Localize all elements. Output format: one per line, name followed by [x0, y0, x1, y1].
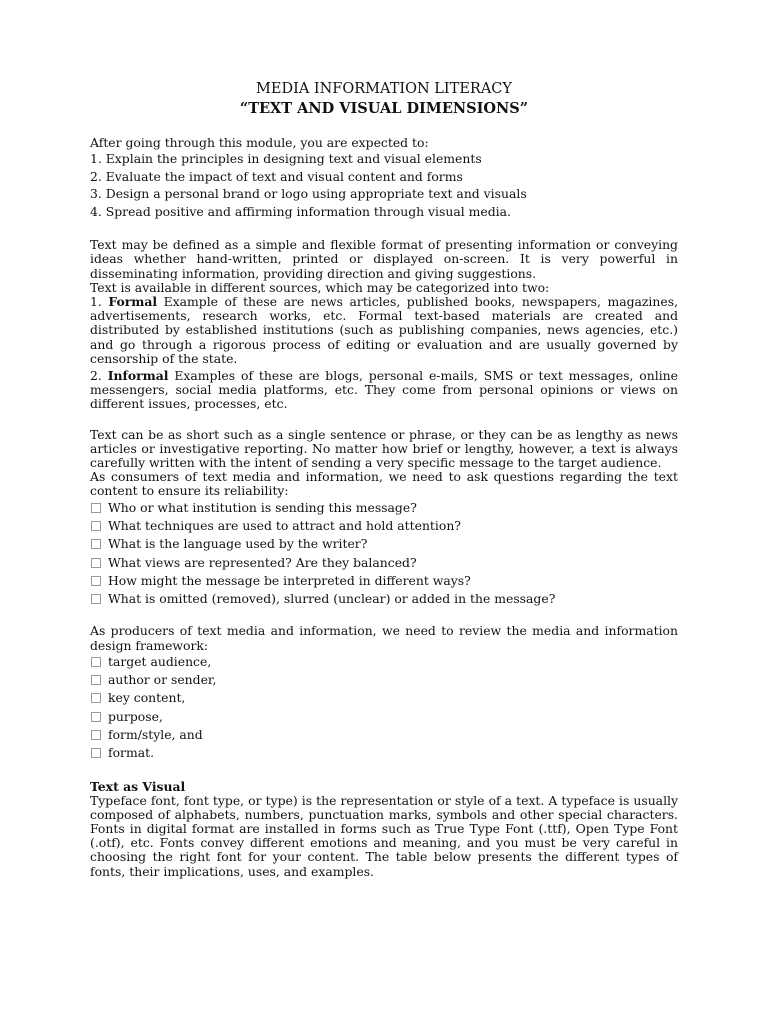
- definition-paragraph: Text may be defined as a simple and flexible format of presenting information or conveying ideas whether hand-written, printed or displayed on-screen. It is very powerful in disseminating information, providing direction and giving suggestions.: [90, 237, 678, 281]
- checkbox-icon: [91, 594, 101, 604]
- question-text: Who or what institution is sending this message?: [108, 499, 417, 515]
- page-subtitle: “TEXT AND VISUAL DIMENSIONS”: [239, 100, 529, 117]
- checkbox-icon: [91, 748, 101, 758]
- text-as-visual-section: [90, 779, 678, 879]
- objectives-section: [90, 136, 678, 220]
- checkbox-icon: [91, 503, 101, 513]
- objective-item: 4. Spread positive and affirming information through visual media.: [90, 203, 511, 219]
- checkbox-icon: [91, 539, 101, 549]
- objective-item: 2. Evaluate the impact of text and visual content and forms: [90, 168, 463, 184]
- question-item: [90, 590, 678, 608]
- informal-label: Informal: [107, 368, 169, 384]
- producers-paragraph: As producers of text media and information, we need to review the media and information design framework:: [90, 623, 678, 653]
- framework-item: [90, 744, 678, 762]
- framework-text: author or sender,: [108, 672, 217, 688]
- question-item: [90, 517, 678, 535]
- question-item: [90, 554, 678, 572]
- page-title: MEDIA INFORMATION LITERACY: [256, 81, 512, 97]
- framework-text: key content,: [108, 690, 186, 706]
- framework-text: format.: [108, 745, 155, 761]
- question-text: What is the language used by the writer?: [108, 536, 368, 552]
- formal-label: Formal: [108, 294, 158, 310]
- informal-paragraph: [90, 369, 678, 412]
- checkbox-icon: [91, 657, 101, 667]
- informal-text: Examples of these are blogs, personal e-mails, SMS or text messages, online messengers, social media platforms, etc. They come from personal opinions or views on different issues, processes, etc.: [90, 368, 678, 412]
- checkbox-icon: [91, 576, 101, 586]
- sources-paragraph: Text is available in different sources, which may be categorized into two:: [90, 279, 550, 295]
- checkbox-icon: [91, 693, 101, 703]
- question-text: What views are represented? Are they balanced?: [108, 554, 417, 570]
- framework-text: form/style, and: [108, 727, 203, 743]
- checkbox-icon: [91, 675, 101, 685]
- objectives-intro: After going through this module, you are expected to:: [90, 135, 429, 150]
- text-length-paragraph: Text can be as short such as a single sentence or phrase, or they can be as lengthy as news articles or investigative reporting. No matter how brief or lengthy, however, a text is always carefully written with the intent of sending a very specific message to the target audience.: [90, 426, 678, 471]
- formal-paragraph: [90, 295, 678, 366]
- question-item: [90, 535, 678, 553]
- informal-number: 2.: [90, 368, 108, 384]
- framework-item: [90, 671, 678, 689]
- framework-item: [90, 726, 678, 744]
- checkbox-icon: [91, 712, 101, 722]
- framework-item: [90, 689, 678, 707]
- question-text: What techniques are used to attract and hold attention?: [108, 517, 461, 533]
- framework-item: [90, 708, 678, 726]
- definition-section: [90, 238, 678, 411]
- framework-item: [90, 653, 678, 671]
- question-item: [90, 572, 678, 590]
- consumers-paragraph: As consumers of text media and information, we need to ask questions regarding the text content to ensure its reliability:: [90, 469, 678, 499]
- question-text: What is omitted (removed), slurred (unclear) or added in the message?: [108, 591, 556, 607]
- checkbox-icon: [91, 558, 101, 568]
- objective-item: 3. Design a personal brand or logo using appropriate text and visuals: [90, 186, 527, 202]
- question-text: How might the message be interpreted in different ways?: [108, 572, 471, 588]
- typeface-paragraph: Typeface font, font type, or type) is the representation or style of a text. A typeface is usually composed of alphabets, numbers, punctuation marks, symbols and other special characters. Fonts in digital format are installed in forms such as True Type Font (.ttf), Open Type Font (.otf), etc. Fonts convey different emotions and meaning, and you must be very careful in choosing the right font for your content. The table below presents the different types of fonts, their implications, uses, and examples.: [90, 792, 678, 879]
- formal-text: Example of these are news articles, published books, newspapers, magazines, advertisements, research works, etc. Formal text-based materials are created and distributed by established institutions (such as publishing companies, news agencies, etc.) and go through a rigorous process of editing or evaluation and are usually governed by censorship of the state.: [90, 294, 679, 366]
- section-heading: Text as Visual: [90, 778, 186, 794]
- consumers-section: [90, 428, 678, 609]
- document-title-block: [90, 80, 678, 118]
- checkbox-icon: [91, 730, 101, 740]
- question-item: [90, 499, 678, 517]
- objective-item: 1. Explain the principles in designing text and visual elements: [90, 151, 482, 167]
- formal-number: 1.: [90, 294, 109, 310]
- checkbox-icon: [91, 521, 101, 531]
- framework-text: purpose,: [108, 708, 163, 724]
- framework-text: target audience,: [108, 653, 212, 669]
- producers-section: [90, 624, 678, 762]
